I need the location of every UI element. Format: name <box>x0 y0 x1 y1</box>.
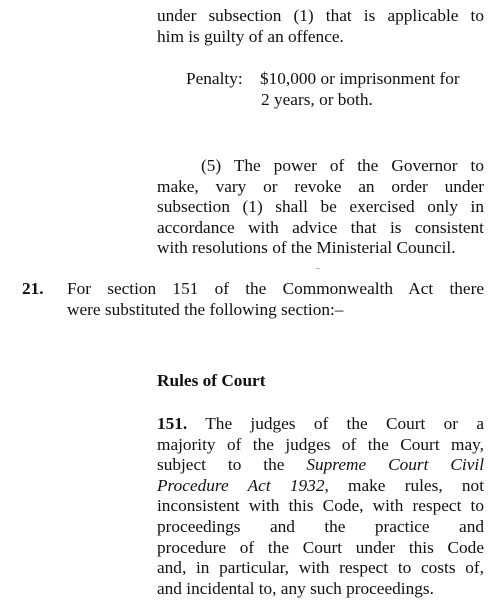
section-151-line-6: proceedings and the practice and <box>157 516 484 536</box>
section-21-text <box>67 279 484 320</box>
section-151-line-7: procedure of the Court under this Code <box>157 537 484 557</box>
section-151-line-3 <box>157 455 484 476</box>
penalty-line-1: $10,000 or imprisonment for <box>260 69 460 88</box>
subsection-5-line-2: make, vary or revoke an order under <box>157 176 484 196</box>
section-151-number: 151. <box>157 414 188 433</box>
subsection-5-line-1: (5) The power of the Governor to <box>201 156 484 175</box>
subsection-5-line-4: accordance with advice that is consistent <box>157 217 484 237</box>
act-title-part-1: Supreme Court Civil <box>306 455 484 475</box>
continuation-paragraph <box>157 6 484 47</box>
section-151-line-2: majority of the judges of the Court may, <box>157 434 484 454</box>
section-151-paragraph <box>157 414 484 599</box>
section-21-line-1: For section 151 of the Commonwealth Act there <box>67 279 484 298</box>
stray-mark <box>316 268 320 269</box>
section-151-line-9: and incidental to, any such proceedings. <box>157 578 434 598</box>
rules-of-court-heading: Rules of Court <box>157 371 266 390</box>
section-151-line-1 <box>157 414 484 435</box>
section-151-line-1-text: The judges of the Court or a <box>187 414 484 433</box>
subsection-5-line-5: with resolutions of the Ministerial Council. <box>157 238 456 258</box>
section-21-number: 21. <box>22 279 44 298</box>
continuation-line-2: him is guilty of an offence. <box>157 26 344 46</box>
section-151-line-4-text: , make rules, not <box>324 475 484 495</box>
continuation-line-1: under subsection (1) that is applicable to <box>157 6 484 25</box>
penalty-label: Penalty: <box>186 69 243 88</box>
act-title-part-2: Procedure Act 1932 <box>157 475 325 495</box>
section-151-line-8: and, in particular, with respect to costs of, <box>157 558 484 578</box>
subsection-5-line-3: subsection (1) shall be exercised only in <box>157 197 484 217</box>
section-21-line-2: were substituted the following section:– <box>67 299 344 319</box>
section-151-line-4 <box>157 476 484 497</box>
section-151-line-5: inconsistent with this Code, with respect to <box>157 496 484 516</box>
subsection-5-paragraph <box>157 156 484 259</box>
penalty-text <box>260 69 490 110</box>
section-151-line-3-text: subject to the <box>157 455 307 475</box>
penalty-line-2: 2 years, or both. <box>261 89 373 109</box>
